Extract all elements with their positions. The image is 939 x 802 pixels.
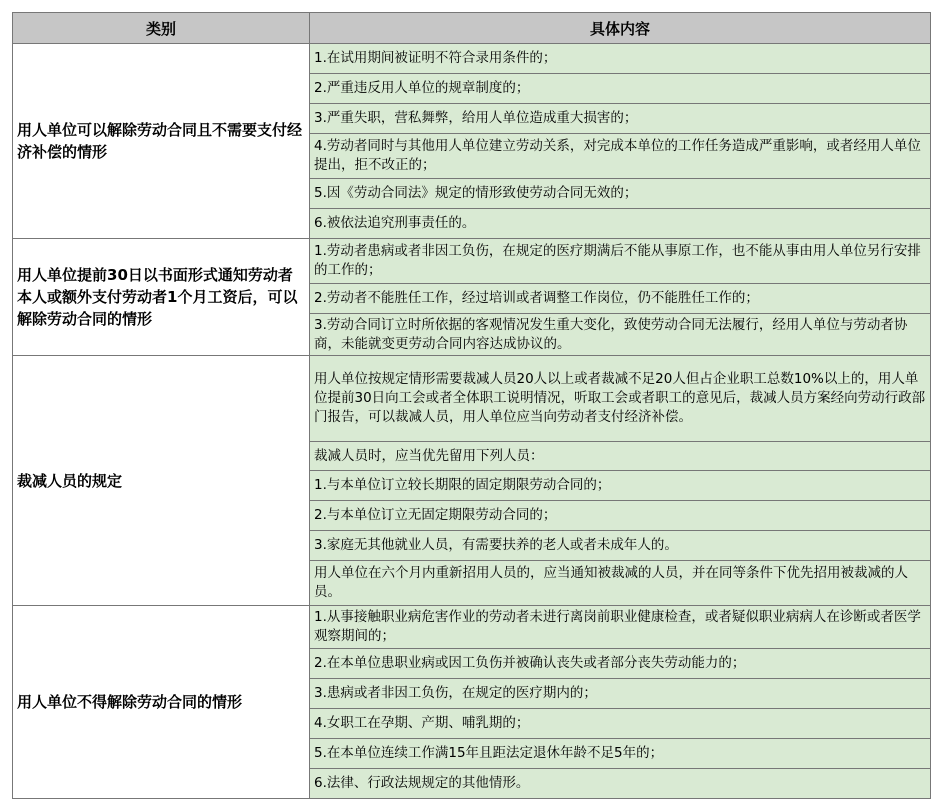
content-cell[interactable]: 4.劳动者同时与其他用人单位建立劳动关系，对完成本单位的工作任务造成严重影响，或者经用人单位提出，拒不改正的；	[310, 134, 931, 179]
content-cell[interactable]: 3.家庭无其他就业人员，有需要扶养的老人或者未成年人的。	[310, 531, 931, 561]
content-cell[interactable]: 1.与本单位订立较长期限的固定期限劳动合同的；	[310, 471, 931, 501]
content-cell[interactable]: 1.劳动者患病或者非因工负伤，在规定的医疗期满后不能从事原工作，也不能从事由用人单位另行安排的工作的；	[310, 239, 931, 284]
content-cell[interactable]: 5.因《劳动合同法》规定的情形致使劳动合同无效的；	[310, 179, 931, 209]
content-cell[interactable]: 用人单位按规定情形需要裁减人员20人以上或者裁减不足20人但占企业职工总数10%以上的，用人单位提前30日向工会或者全体职工说明情况，听取工会或者职工的意见后，裁减人员方案经向劳动行政部门报告，可以裁减人员，用人单位应当向劳动者支付经济补偿。	[310, 356, 931, 442]
content-cell[interactable]: 6.被依法追究刑事责任的。	[310, 209, 931, 239]
category-cell[interactable]: 用人单位不得解除劳动合同的情形	[13, 606, 310, 799]
content-cell[interactable]: 1.从事接触职业病危害作业的劳动者未进行离岗前职业健康检查，或者疑似职业病病人在诊断或者医学观察期间的；	[310, 606, 931, 649]
content-cell[interactable]: 3.劳动合同订立时所依据的客观情况发生重大变化，致使劳动合同无法履行，经用人单位与劳动者协商，未能就变更劳动合同内容达成协议的。	[310, 314, 931, 356]
content-cell[interactable]: 裁减人员时，应当优先留用下列人员：	[310, 442, 931, 471]
table-row	[13, 44, 931, 74]
content-cell[interactable]: 3.患病或者非因工负伤，在规定的医疗期内的；	[310, 679, 931, 709]
category-cell[interactable]: 用人单位可以解除劳动合同且不需要支付经济补偿的情形	[13, 44, 310, 239]
table-row	[13, 356, 931, 442]
content-cell[interactable]: 用人单位在六个月内重新招用人员的，应当通知被裁减的人员，并在同等条件下优先招用被裁减的人员。	[310, 561, 931, 606]
category-cell[interactable]: 用人单位提前30日以书面形式通知劳动者本人或额外支付劳动者1个月工资后，可以解除劳动合同的情形	[13, 239, 310, 356]
table-row	[13, 606, 931, 649]
content-cell[interactable]: 6.法律、行政法规规定的其他情形。	[310, 769, 931, 799]
content-cell[interactable]: 4.女职工在孕期、产期、哺乳期的；	[310, 709, 931, 739]
content-cell[interactable]: 1.在试用期间被证明不符合录用条件的；	[310, 44, 931, 74]
header-content[interactable]: 具体内容	[310, 13, 931, 44]
table-row	[13, 239, 931, 284]
content-cell[interactable]: 5.在本单位连续工作满15年且距法定退休年龄不足5年的；	[310, 739, 931, 769]
content-cell[interactable]: 2.严重违反用人单位的规章制度的；	[310, 74, 931, 104]
content-cell[interactable]: 3.严重失职，营私舞弊，给用人单位造成重大损害的；	[310, 104, 931, 134]
category-cell[interactable]: 裁减人员的规定	[13, 356, 310, 606]
header-category[interactable]: 类别	[13, 13, 310, 44]
content-cell[interactable]: 2.与本单位订立无固定期限劳动合同的；	[310, 501, 931, 531]
labor-contract-table	[12, 12, 931, 799]
header-row	[13, 13, 931, 44]
content-cell[interactable]: 2.在本单位患职业病或因工负伤并被确认丧失或者部分丧失劳动能力的；	[310, 649, 931, 679]
content-cell[interactable]: 2.劳动者不能胜任工作，经过培训或者调整工作岗位，仍不能胜任工作的；	[310, 284, 931, 314]
